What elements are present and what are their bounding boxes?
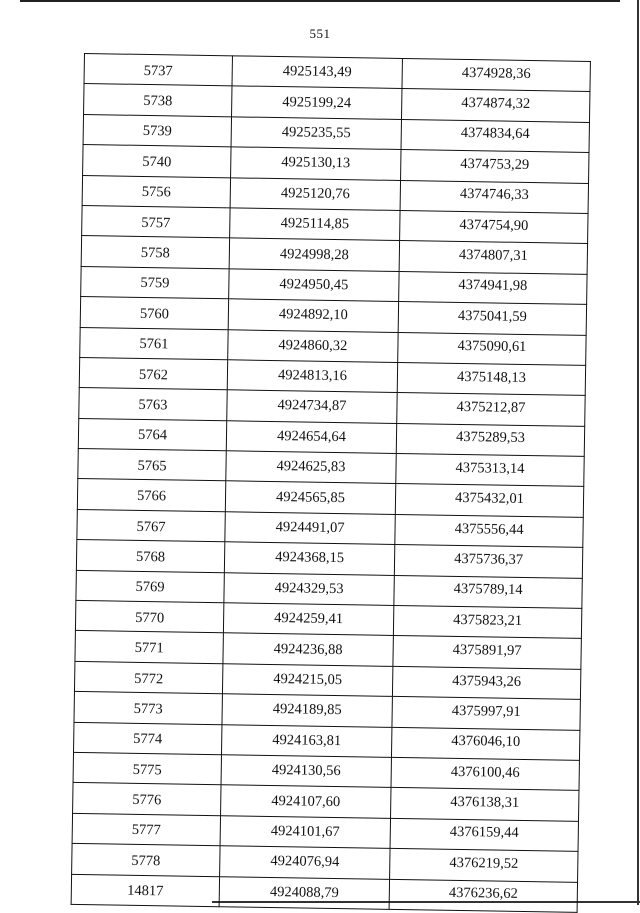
x-coordinate-cell: 4924950,45 xyxy=(229,269,399,302)
y-coordinate-cell: 4376100,46 xyxy=(391,757,579,790)
x-coordinate-cell: 4924088,79 xyxy=(219,876,389,909)
x-coordinate-cell: 4924076,94 xyxy=(220,846,390,879)
point-number-cell: 5738 xyxy=(84,84,232,117)
y-coordinate-cell: 4375943,26 xyxy=(392,666,580,699)
point-number-cell: 5777 xyxy=(72,813,220,846)
x-coordinate-cell: 4925235,55 xyxy=(231,117,401,150)
x-coordinate-cell: 4924654,64 xyxy=(226,420,396,453)
scan-edge-top xyxy=(20,0,620,2)
y-coordinate-cell: 4374874,32 xyxy=(401,89,589,122)
y-coordinate-cell: 4374928,36 xyxy=(402,59,590,92)
point-number-cell: 5778 xyxy=(72,844,220,877)
y-coordinate-cell: 4376219,52 xyxy=(390,849,578,882)
y-coordinate-cell: 4376138,31 xyxy=(391,788,579,821)
y-coordinate-cell: 4375090,61 xyxy=(398,332,586,365)
point-number-cell: 5766 xyxy=(77,479,225,512)
x-coordinate-cell: 4925130,13 xyxy=(231,147,401,180)
point-number-cell: 5757 xyxy=(82,205,230,238)
x-coordinate-cell: 4924101,67 xyxy=(220,816,390,849)
x-coordinate-cell: 4924259,41 xyxy=(223,603,393,636)
point-number-cell: 14817 xyxy=(71,874,219,907)
point-number-cell: 5739 xyxy=(83,114,231,147)
point-number-cell: 5761 xyxy=(80,327,228,360)
x-coordinate-cell: 4924998,28 xyxy=(229,238,399,271)
point-number-cell: 5758 xyxy=(81,236,229,269)
y-coordinate-cell: 4375148,13 xyxy=(397,362,585,395)
x-coordinate-cell: 4924892,10 xyxy=(228,299,398,332)
y-coordinate-cell: 4375212,87 xyxy=(397,393,585,426)
x-coordinate-cell: 4924625,83 xyxy=(226,451,396,484)
point-number-cell: 5762 xyxy=(79,357,227,390)
x-coordinate-cell: 4924813,16 xyxy=(227,360,397,393)
y-coordinate-cell: 4374753,29 xyxy=(401,150,589,183)
x-coordinate-cell: 4925114,85 xyxy=(230,208,400,241)
page-number: 551 xyxy=(309,26,331,41)
y-coordinate-cell: 4374941,98 xyxy=(399,271,587,304)
x-coordinate-cell: 4924236,88 xyxy=(223,633,393,666)
y-coordinate-cell: 4376159,44 xyxy=(390,818,578,851)
point-number-cell: 5756 xyxy=(82,175,230,208)
y-coordinate-cell: 4375891,97 xyxy=(393,636,581,669)
x-coordinate-cell: 4924860,32 xyxy=(228,329,398,362)
y-coordinate-cell: 4376046,10 xyxy=(391,727,579,760)
x-coordinate-cell: 4924734,87 xyxy=(227,390,397,423)
point-number-cell: 5763 xyxy=(79,388,227,421)
point-number-cell: 5759 xyxy=(81,266,229,299)
x-coordinate-cell: 4924368,15 xyxy=(224,542,394,575)
y-coordinate-cell: 4375789,14 xyxy=(394,575,582,608)
point-number-cell: 5760 xyxy=(80,297,228,330)
point-number-cell: 5772 xyxy=(74,661,222,694)
y-coordinate-cell: 4375432,01 xyxy=(395,484,583,517)
x-coordinate-cell: 4924107,60 xyxy=(221,785,391,818)
y-coordinate-cell: 4375041,59 xyxy=(398,302,586,335)
y-coordinate-cell: 4375736,37 xyxy=(394,545,582,578)
x-coordinate-cell: 4924163,81 xyxy=(221,724,391,757)
point-number-cell: 5776 xyxy=(73,783,221,816)
y-coordinate-cell: 4375313,14 xyxy=(396,454,584,487)
point-number-cell: 5768 xyxy=(76,540,224,573)
y-coordinate-cell: 4375997,91 xyxy=(392,697,580,730)
coordinates-table-body xyxy=(71,54,590,913)
x-coordinate-cell: 4925199,24 xyxy=(232,86,402,119)
y-coordinate-cell: 4374746,33 xyxy=(400,180,588,213)
point-number-cell: 5765 xyxy=(78,449,226,482)
scan-edge-right xyxy=(637,0,639,905)
x-coordinate-cell: 4924130,56 xyxy=(221,755,391,788)
point-number-cell: 5774 xyxy=(74,722,222,755)
point-number-cell: 5737 xyxy=(84,54,232,87)
y-coordinate-cell: 4374807,31 xyxy=(399,241,587,274)
y-coordinate-cell: 4375289,53 xyxy=(396,423,584,456)
x-coordinate-cell: 4924215,05 xyxy=(222,664,392,697)
y-coordinate-cell: 4375556,44 xyxy=(395,514,583,547)
x-coordinate-cell: 4924189,85 xyxy=(222,694,392,727)
point-number-cell: 5770 xyxy=(75,600,223,633)
x-coordinate-cell: 4924329,53 xyxy=(224,572,394,605)
y-coordinate-cell: 4374834,64 xyxy=(401,119,589,152)
x-coordinate-cell: 4925143,49 xyxy=(232,56,402,89)
y-coordinate-cell: 4375823,21 xyxy=(393,605,581,638)
point-number-cell: 5775 xyxy=(73,752,221,785)
y-coordinate-cell: 4376236,62 xyxy=(389,879,577,912)
coordinates-table xyxy=(71,53,591,913)
point-number-cell: 5769 xyxy=(76,570,224,603)
x-coordinate-cell: 4924491,07 xyxy=(225,512,395,545)
point-number-cell: 5771 xyxy=(75,631,223,664)
y-coordinate-cell: 4374754,90 xyxy=(400,210,588,243)
point-number-cell: 5740 xyxy=(83,145,231,178)
point-number-cell: 5764 xyxy=(78,418,226,451)
x-coordinate-cell: 4925120,76 xyxy=(230,177,400,210)
point-number-cell: 5767 xyxy=(77,509,225,542)
point-number-cell: 5773 xyxy=(74,692,222,725)
x-coordinate-cell: 4924565,85 xyxy=(225,481,395,514)
